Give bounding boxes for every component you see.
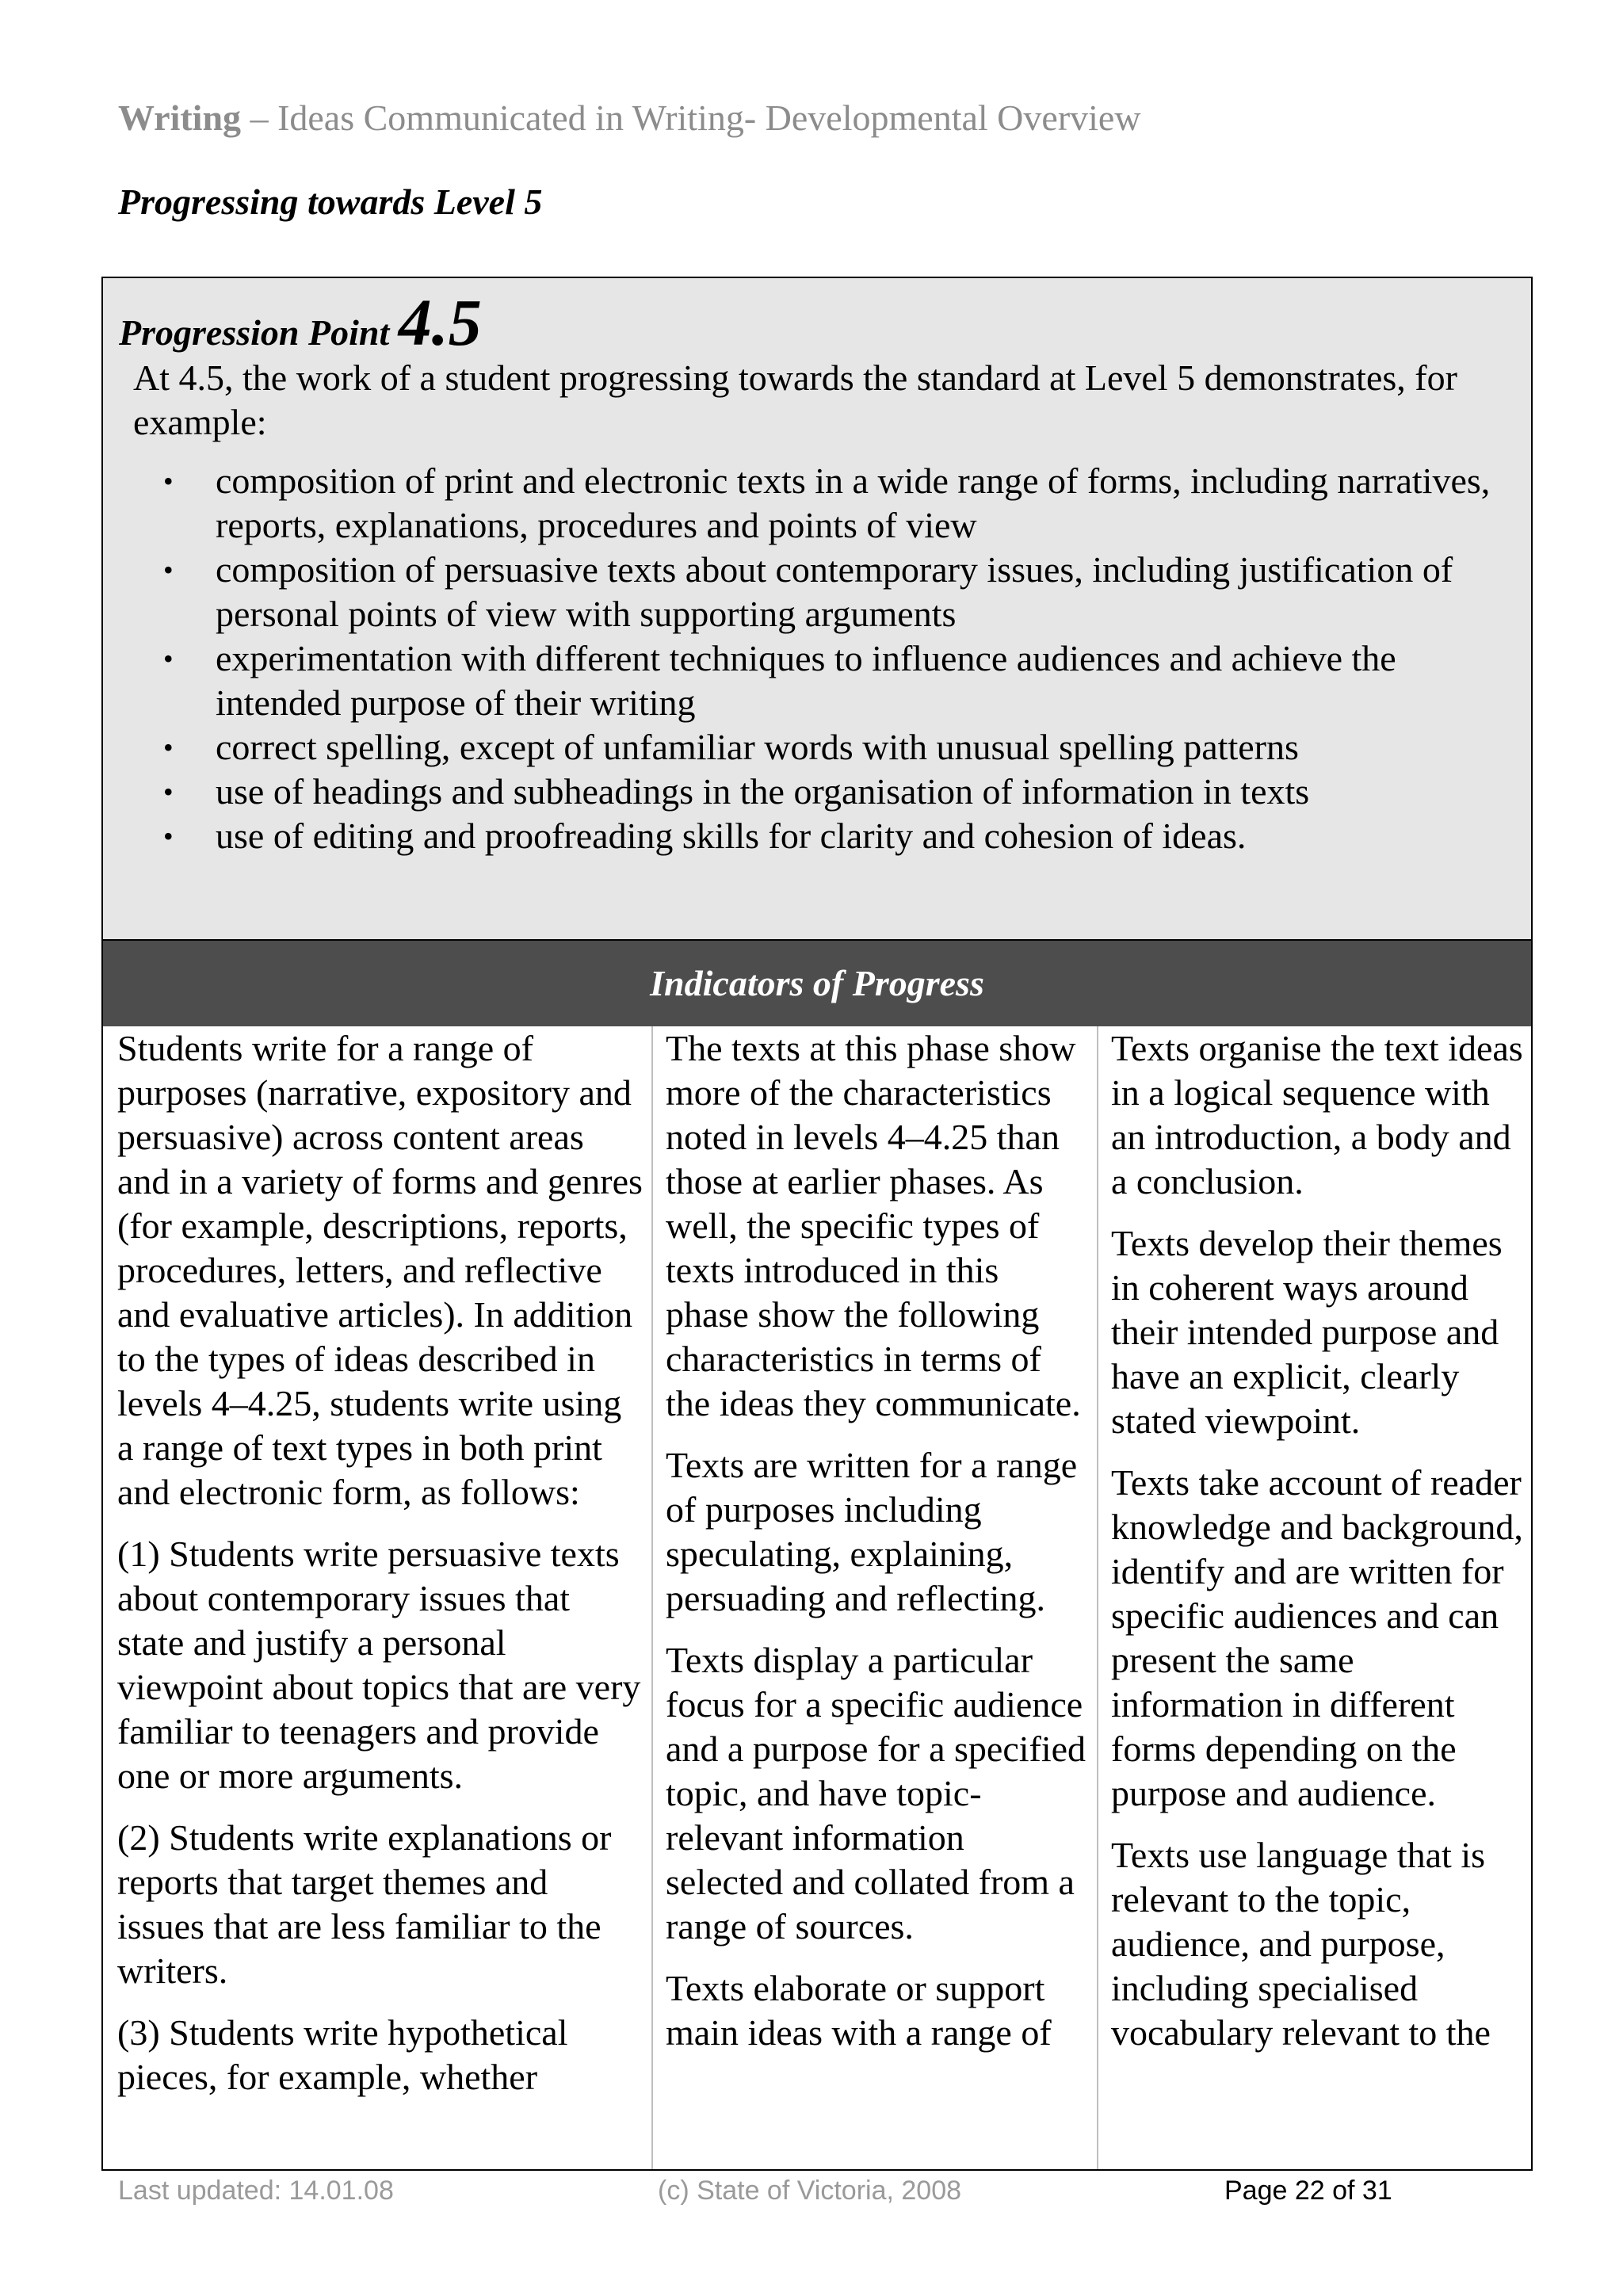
bullet-icon: • [163,465,174,497]
bullet-icon: • [163,820,174,852]
overview-table [101,277,1533,2171]
indicators-column-1 [103,1026,651,2169]
list-item-text: composition of print and electronic texts in a wide range of forms, including narratives, reports, explanations, procedures and points of view [216,460,1491,545]
paragraph: Texts elaborate or support main ideas with a range of [666,1968,1052,2053]
progression-point-box [103,278,1531,941]
paragraph: The texts at this phase show more of the characteristics noted in levels 4–4.25 than those at earlier phases. As well, the specific types of texts introduced in this phase show the following characteristics in terms of the ideas they communicate. [666,1028,1081,1423]
list-item-text: use of headings and subheadings in the organisation of information in texts [216,771,1310,812]
list-item-text: experimentation with different techniques to influence audiences and achieve the intended purpose of their writing [216,638,1396,723]
progression-point-number: 4.5 [398,286,482,360]
list-item [133,459,1512,548]
list-item-text: correct spelling, except of unfamiliar words with unusual spelling patterns [216,727,1299,767]
footer-last-updated: Last updated: 14.01.08 [118,2176,394,2206]
footer-copyright: (c) State of Victoria, 2008 [658,2176,962,2206]
footer-page-number: Page 22 of 31 [1224,2176,1392,2206]
indicators-column-2 [651,1026,1097,2169]
paragraph: (3) Students write hypothetical pieces, for example, whether [117,2012,568,2097]
paragraph: Texts display a particular focus for a specific audience and a purpose for a specified topic, and have topic-relevant information selected and collated from a range of sources. [666,1640,1086,1946]
indicators-column-3 [1097,1026,1533,2169]
bullet-icon: • [163,643,174,674]
list-item [133,636,1512,725]
list-item [133,548,1512,636]
paragraph: Texts use language that is relevant to the topic, audience, and purpose, including specialised vocabulary relevant to the [1111,1835,1491,2053]
progression-point-title [119,285,482,361]
paragraph: (1) Students write persuasive texts about contemporary issues that state and justify a personal viewpoint about topics that are very familiar to teenagers and provide one or more arguments. [117,1534,641,1796]
header-subject: Writing [118,97,242,138]
indicators-header: Indicators of Progress [103,941,1531,1026]
paragraph: Texts develop their themes in coherent ways around their intended purpose and have an explicit, clearly stated viewpoint. [1111,1223,1503,1441]
progression-bullet-list [133,459,1512,858]
paragraph: (2) Students write explanations or reports that target themes and issues that are less familiar to the writers. [117,1817,612,1991]
paragraph: Texts organise the text ideas in a logical sequence with an introduction, a body and a conclusion. [1111,1028,1523,1201]
progression-point-label: Progression Point [119,312,399,353]
paragraph: Texts are written for a range of purposes including speculating, explaining, persuading and reflecting. [666,1445,1078,1618]
level-heading: Progressing towards Level 5 [118,181,543,222]
bullet-icon: • [163,554,174,586]
progression-intro: At 4.5, the work of a student progressing towards the standard at Level 5 demonstrates, for example: [133,357,1457,442]
bullet-icon: • [163,776,174,808]
document-header [118,97,1141,139]
paragraph: Students write for a range of purposes (narrative, expository and persuasive) across content areas and in a variety of forms and genres (for example, descriptions, reports, procedures, letters, and reflective and evaluative articles). In addition to the types of ideas described in levels 4–4.25, students write using a range of text types in both print and electronic form, as follows: [117,1028,643,1512]
list-item-text: composition of persuasive texts about contemporary issues, including justification of personal points of view with supporting arguments [216,549,1453,634]
list-item [133,725,1512,770]
header-title: – Ideas Communicated in Writing- Developmental Overview [241,97,1141,138]
paragraph: Texts take account of reader knowledge and background, identify and are written for specific audiences and can present the same information in different forms depending on the purpose and audience. [1111,1462,1523,1813]
list-item [133,814,1512,858]
list-item [133,770,1512,814]
bullet-icon: • [163,732,174,763]
list-item-text: use of editing and proofreading skills for clarity and cohesion of ideas. [216,816,1247,856]
